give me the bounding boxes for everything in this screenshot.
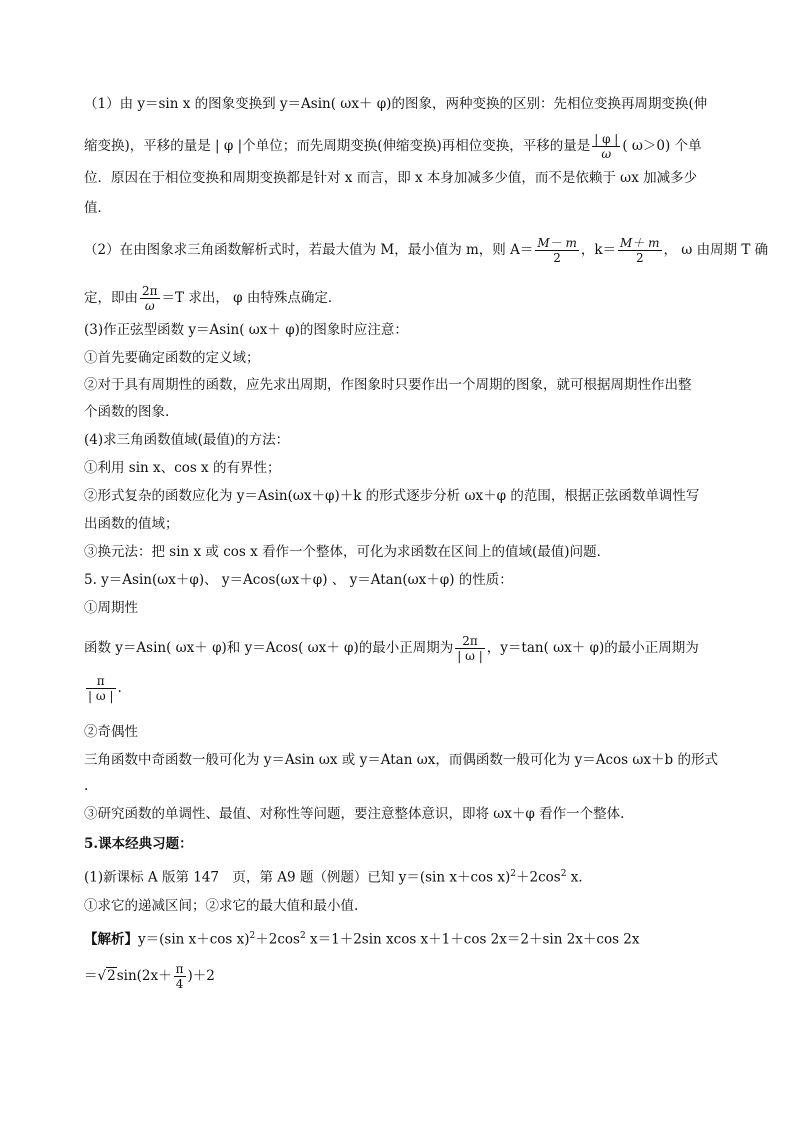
k-fraction (618, 236, 661, 265)
p6-line1-text: (1)新课标 A 版第 147 页，第 A9 题（例题）已知 y＝(sin x＋cos x) (84, 869, 511, 886)
p2-line1-k: ，k＝ (580, 242, 617, 258)
t-fraction (140, 284, 160, 313)
p2-line1-text: （2）在由图象求三角函数解析式时，若最大值为 M，最小值为 m，则 A＝ (84, 242, 534, 258)
a-fraction (535, 236, 578, 265)
p6-line4 (84, 962, 215, 991)
p1-line1: （1）由 y＝sin x 的图象变换到 y＝Asin( ωx＋ φ)的图象，两种变换的区别：先相位变换再周期变换(伸 (84, 96, 708, 112)
p6-line1-sup2: 2 (560, 869, 567, 879)
p5-line7: . (84, 778, 89, 794)
period-fraction-den: | ω | (457, 649, 483, 663)
a-fraction-den: 2 (553, 251, 561, 265)
p6-line1-end: x． (566, 869, 592, 886)
p6-line4-c: )＋2 (187, 968, 215, 984)
p3-line3: ②对于具有周期性的函数，应先求出周期，作图象时只要作出一个周期的图象，就可根据周期性作出整 (84, 377, 692, 393)
k-fraction-den: 2 (635, 251, 644, 265)
p6-line1-mid: ＋2cos (516, 869, 561, 886)
k-fraction-num: M＋ m (620, 236, 660, 250)
p1-line2 (84, 132, 702, 161)
period-fraction-num: 2π (455, 634, 485, 649)
shift-fraction (592, 132, 620, 161)
sqrt-two: √2 (97, 968, 116, 984)
p5-line2: ①周期性 (84, 600, 138, 616)
p1-line2-tail: ( ω＞0) 个单 (622, 138, 702, 154)
tan-period-fraction-den: | ω | (88, 689, 114, 703)
p6-line4-a: ＝ (84, 968, 98, 984)
p6-line3-c: x＝1＋2sin xcos x＋1＋cos 2x＝2＋sin 2x＋cos 2x (305, 931, 640, 948)
pi-over-four (174, 962, 186, 991)
p5-line1: 5. y＝Asin(ωx＋φ)、 y＝Acos(ωx＋φ) 、 y＝Atan(ωx＋φ) 的性质： (84, 572, 513, 588)
p4-line4: 出函数的值域； (84, 516, 179, 532)
p1-line4: 值． (84, 200, 111, 216)
exercise-heading: 5.课本经典习题： (84, 836, 193, 852)
p1-line3: 位．原因在于相位变换和周期变换都是针对 x 而言，即 x 本身加减多少值，而不是依赖于 ωx 加减多少 (84, 170, 698, 186)
p2-line2 (84, 284, 341, 313)
p2-line1-tail: ， ω 由周期 T 确 (663, 242, 769, 258)
p3-line1: (3)作正弦型函数 y＝Asin( ωx＋ φ)的图象时应注意： (84, 322, 408, 338)
p2-line1 (84, 236, 768, 265)
tan-period-fraction-num: π (86, 674, 116, 689)
p4-line5: ③换元法：把 sin x 或 cos x 看作一个整体，可化为求函数在区间上的值域(最值)问题． (84, 544, 611, 560)
a-fraction-num: M－ m (537, 236, 577, 250)
shift-fraction-num: | φ | (594, 132, 619, 146)
p6-line3-b: ＋2cos (255, 931, 300, 948)
p6-line1-sup1: 2 (510, 869, 516, 879)
tan-period-fraction (86, 674, 116, 703)
solution-label: 【解析】 (84, 931, 138, 948)
pi-over-four-den: 4 (175, 977, 184, 991)
p3-line2: ①首先要确定函数的定义域； (84, 350, 260, 366)
p6-line3-a: y＝(sin x＋cos x) (138, 931, 250, 948)
shift-fraction-den: ω (601, 147, 612, 161)
p5-line5: ②奇偶性 (84, 724, 138, 740)
p6-line3-sup1: 2 (249, 931, 256, 941)
p5-line3-text: 函数 y＝Asin( ωx＋ φ)和 y＝Acos( ωx＋ φ)的最小正周期为 (84, 640, 454, 656)
p5-line8: ③研究函数的单调性、最值、对称性等问题，要注意整体意识，即将 ωx＋φ 看作一个整体. (84, 806, 625, 822)
p6-line4-b: sin(2x＋ (116, 968, 172, 984)
p6-line3 (84, 926, 640, 950)
p5-line4-tail: . (117, 680, 122, 696)
p5-line4 (84, 674, 122, 703)
t-fraction-den: ω (144, 299, 155, 313)
p5-line3 (84, 634, 699, 663)
p3-line4: 个函数的图象. (84, 404, 170, 420)
p4-line3: ②形式复杂的函数应化为 y＝Asin(ωx＋φ)＋k 的形式逐步分析 ωx＋φ 的范围，根据正弦函数单调性写 (84, 488, 700, 504)
p5-line3-tail: ，y＝tan( ωx＋ φ)的最小正周期为 (486, 640, 699, 656)
p1-line2-text: 缩变换)，平移的量是 | φ |个单位；而先周期变换(伸缩变换)再相位变换，平移的量是 (84, 138, 591, 154)
p6-line1 (84, 864, 592, 888)
p4-line2: ①利用 sin x、cos x 的有界性； (84, 460, 281, 476)
period-fraction (455, 634, 485, 663)
pi-over-four-num: π (175, 962, 184, 976)
p2-line2-tail: ＝T 求出， φ 由特殊点确定． (161, 290, 342, 306)
t-fraction-num: 2π (142, 284, 158, 298)
p5-line6: 三角函数中奇函数一般可化为 y＝Asin ωx 或 y＝Atan ωx，而偶函数一般可化为 y＝Acos ωx＋b 的形式 (84, 752, 718, 768)
p4-line1: (4)求三角函数值域(最值)的方法： (84, 432, 290, 448)
p6-line2: ①求它的递减区间；②求它的最大值和最小值. (84, 898, 359, 914)
p2-line2-text: 定，即由 (84, 290, 138, 306)
sqrt-radicand: 2 (107, 968, 116, 984)
p6-line3-sup2: 2 (299, 931, 306, 941)
